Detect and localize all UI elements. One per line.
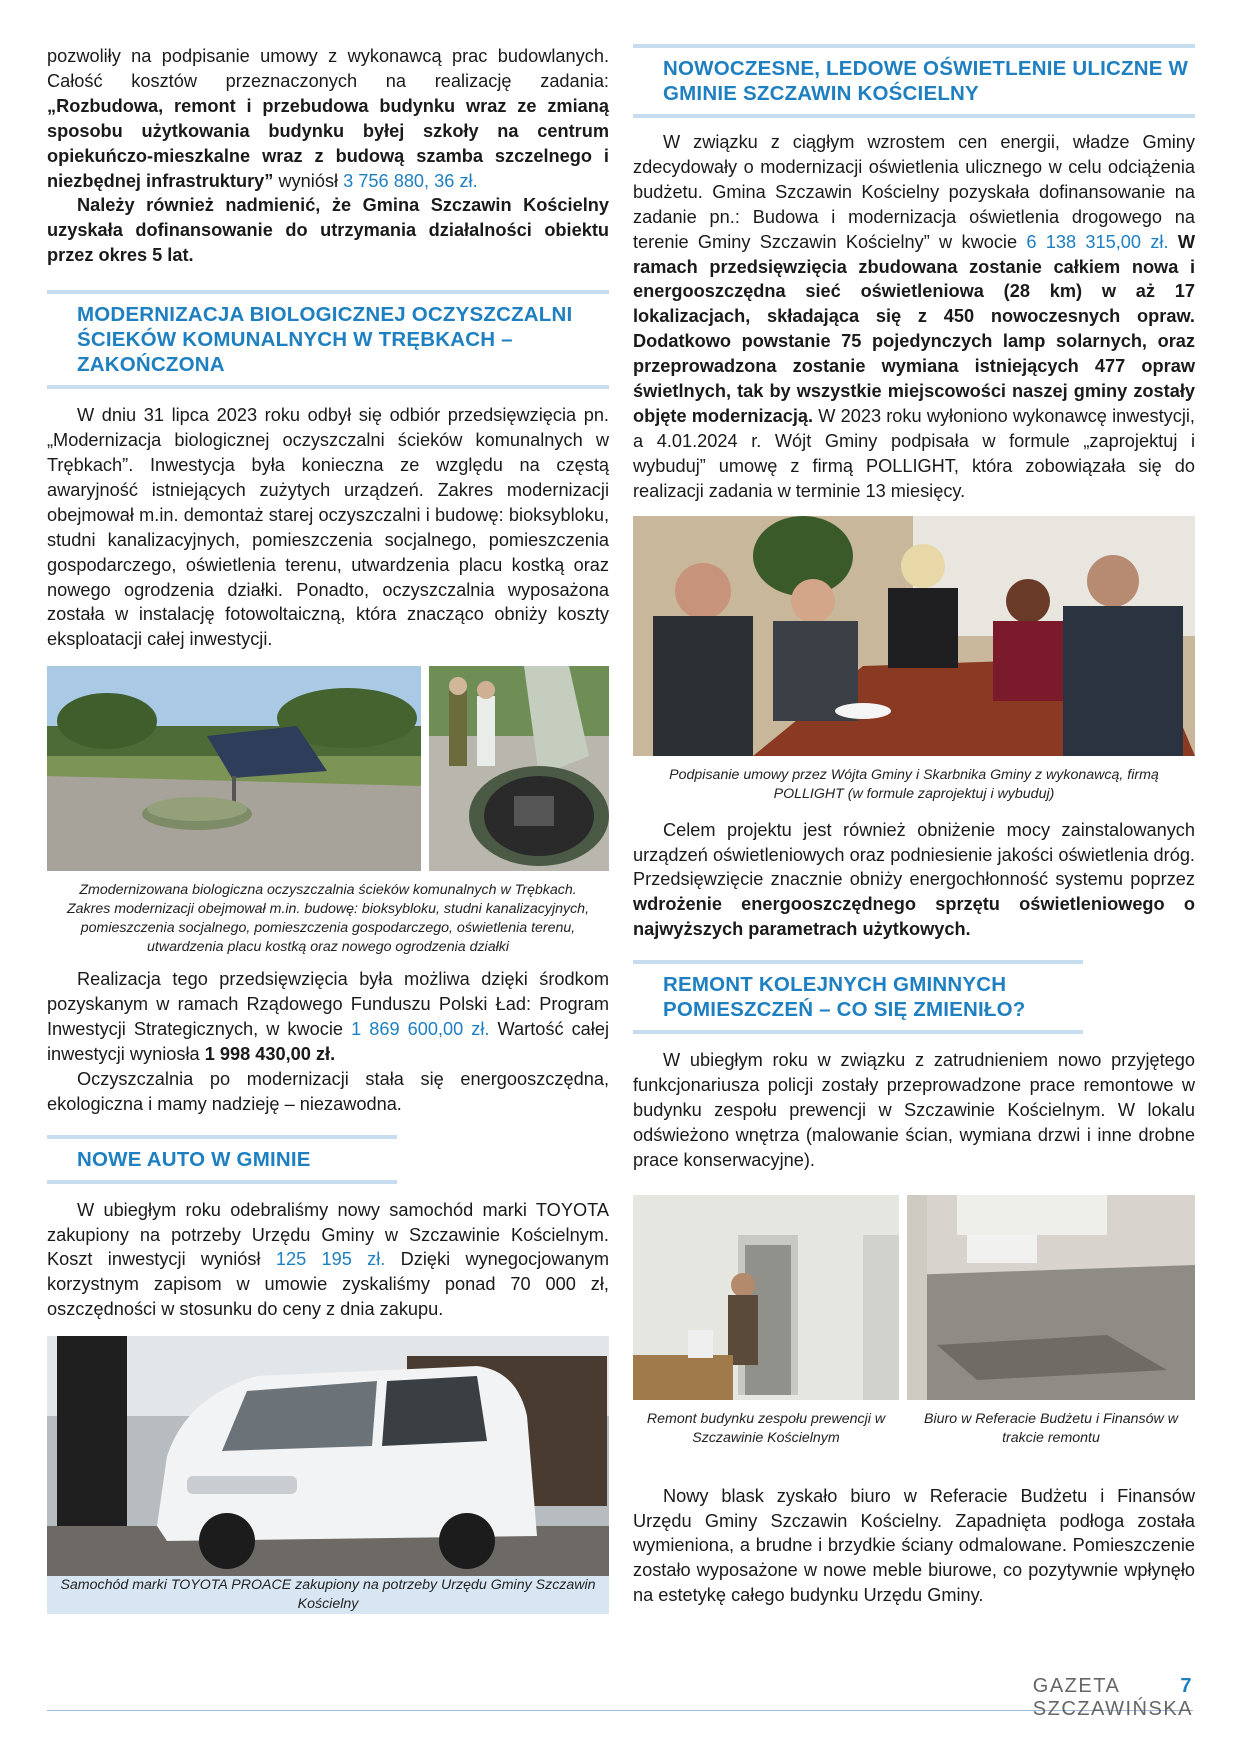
footer-text: [1032, 1675, 1193, 1720]
photo-sewage-tank: [429, 666, 609, 871]
section-header: [47, 1135, 397, 1184]
caption-lighting: Podpisanie umowy przez Wójta Gminy i Skarbnika Gminy z wykonawcą, firmą POLLIGHT (w formule zaprojektuj i wybuduj): [669, 766, 1159, 802]
section-renovation: [633, 960, 1195, 1608]
photo-sewage-plant: [47, 666, 421, 871]
caption-sewage: Zmodernizowana biologiczna oczyszczalnia ścieków komunalnych w Trębkach. Zakres modernizacji obejmował m.in. budowę: bioksybloku, studni kanalizacyjnych, pomieszczenia socjalnego, pomieszczenia gospodarczego, oświetlenia terenu, utwardzenia placu kostką oraz nowego ogrodzenia działki: [66, 882, 590, 956]
page-footer: [47, 1675, 1193, 1720]
renovation-paragraph-2: Nowy blask zyskało biuro w Referacie Budżetu i Finansów Urzędu Gminy Szczawin Kościelny. Zapadnięta podłoga została wymieniona, a brudne i brzydkie ściany odmalowane. Pomieszczenie zostało wyposażone w nowe meble biurowe, co pozytywnie wpłynęło na estetykę całego budynku Urzędu Gminy.: [633, 1485, 1195, 1606]
caption-car-block: [47, 1576, 609, 1614]
section-sewage: [47, 290, 609, 1117]
renovation-photo-right-block: [907, 1195, 1195, 1448]
photo-police-renovation: [633, 1195, 899, 1400]
lighting-paragraph-1: W związku z ciągłym wzrostem cen energii, władze Gminy zdecydowały o modernizacji oświetlenia ulicznego w celu odciążenia budżetu. Gmina Szczawin Kościelny pozyskała dofinansowanie na zadanie pn.: Budowa i modernizacja oświetlenia drogowego na terenie Gminy Szczawin Kościelny” w kwocie 6 138 315,00 zł. W ramach przedsięwzięcia zbudowana zostanie całkiem nowa i energooszczędna sieć oświetleniowa (28 km) w aż 17 lokalizacjach, składająca się z 450 nowoczesnych opraw. Dodatkowo powstanie 75 pojedynczych lamp solarnych, oraz przeprowadzona zostanie wymiana istniejących 477 opraw świetlnych, tak by wszystkie miejscowości naszej gminy zostały objęte modernizacją. W 2023 roku wyłoniono wykonawcę inwestycji, a 4.01.2024 r. Wójt Gminy podpisała w formule „zaprojektuj i wybuduj” umowę z firmą POLLIGHT, która zobowiązała się do realizacji zadania w terminie 13 miesięcy.: [633, 132, 1195, 501]
section-header: [633, 960, 1083, 1034]
lighting-paragraph-2: Celem projektu jest również obniżenie mocy zainstalowanych urządzeń oświetleniowych oraz podniesienie jakości oświetlenia dróg. Przedsięwzięcie znacznie obniży energochłonność systemu poprzez wdrożenie energooszczędnego sprzętu oświetleniowego o najwyższych parametrach użytkowych.: [633, 819, 1195, 940]
section-car: [47, 1135, 609, 1615]
sewage-photos: [47, 666, 609, 871]
intro-paragraph-2: Należy również nadmienić, że Gmina Szczawin Kościelny uzyskała dofinansowanie do utrzymania działalności obiektu przez okres 5 lat.: [47, 195, 609, 266]
section-title-sewage: MODERNIZACJA BIOLOGICZNEJ OCZYSZCZALNI ŚCIEKÓW KOMUNALNYCH W TRĘBKACH – ZAKOŃCZONA: [77, 303, 573, 377]
renovation-photos: [633, 1195, 1195, 1448]
right-column: [633, 44, 1195, 1608]
caption-renovation-left: Remont budynku zespołu prewencji w Szczawinie Kościelnym: [646, 1410, 886, 1446]
car-paragraph-1: W ubiegłym roku odebraliśmy nowy samochód marki TOYOTA zakupiony na potrzeby Urzędu Gminy w Szczawinie Kościelnym. Koszt inwestycji wyniósł 125 195 zł. Dzięki wynegocjowanym korzystnym zapisom w umowie zyskaliśmy ponad 70 000 zł, oszczędności w stosunku do ceny z dnia zakupu.: [47, 1199, 609, 1320]
sewage-paragraph-1: W dniu 31 lipca 2023 roku odbył się odbiór przedsięwzięcia pn. „Modernizacja biologicznej oczyszczalni ścieków komunalnych w Trębkach”. Inwestycja była konieczna ze względu na częstą awaryjność istniejących zużytych urządzeń. Zakres modernizacji obejmował m.in. demontaż starej oczyszczalni i budowę: bioksybloku, studni kanalizacyjnych, pomieszczenia socjalnego, pomieszczenia gospodarczego, oświetlenia terenu, utwardzenia placu kostką oraz nowego ogrodzenia działki. Ponadto, oczyszczalnia wyposażona została w instalację fotowoltaiczną, która znacząco obniży koszty eksploatacji całej inwestycji.: [47, 405, 609, 650]
intro-paragraph-1: pozwoliły na podpisanie umowy z wykonawcą prac budowlanych. Całość kosztów przeznaczonych na realizację zadania: „Rozbudowa, remont i przebudowa budynku wraz ze zmianą sposobu użytkowania budynku byłej szkoły na centrum opiekuńczo-mieszkalne wraz z budową szamba szczelnego i niezbędnej infrastruktury” wyniósł 3 756 880, 36 zł.: [47, 46, 609, 191]
sewage-paragraph-3: Oczyszczalnia po modernizacji stała się energooszczędna, ekologiczna i mamy nadzieję – niezawodna.: [47, 1068, 609, 1114]
section-title-renovation: REMONT KOLEJNYCH GMINNYCH POMIESZCZEŃ – CO SIĘ ZMIENIŁO?: [663, 973, 1026, 1022]
publication-name: GAZETA SZCZAWIŃSKA: [1032, 1675, 1193, 1720]
section-title-lighting: NOWOCZESNE, LEDOWE OŚWIETLENIE ULICZNE W GMINIE SZCZAWIN KOŚCIELNY: [663, 57, 1189, 105]
sewage-paragraph-2: Realizacja tego przedsięwzięcia była możliwa dzięki środkom pozyskanym w ramach Rządowego Funduszu Polski Ład: Program Inwestycji Strategicznych, w kwocie 1 869 600,00 zł. Wartość całej inwestycji wyniosła 1 998 430,00 zł.: [47, 969, 609, 1064]
caption-renovation-right: Biuro w Referacie Budżetu i Finansów w trakcie remontu: [924, 1410, 1178, 1446]
photo-contract-signing: [633, 516, 1195, 756]
renovation-photo-left-block: [633, 1195, 899, 1448]
renovation-paragraph-1: W ubiegłym roku w związku z zatrudnieniem nowo przyjętego funkcjonariusza policji zostały przeprowadzone prace remontowe w budynku zespołu prewencji w Szczawinie Kościelnym. W lokalu odświeżono wnętrza (malowanie ścian, wymiana drzwi i inne drobne prace konserwacyjne).: [633, 1050, 1195, 1170]
section-lighting: [633, 44, 1195, 942]
section-header: [633, 44, 1195, 118]
page-number: 7: [1180, 1675, 1193, 1697]
caption-car: Samochód marki TOYOTA PROACE zakupiony na potrzeby Urzędu Gminy Szczawin Kościelny: [60, 1577, 596, 1613]
section-title-car: NOWE AUTO W GMINIE: [77, 1147, 311, 1171]
section-header: [47, 290, 609, 389]
photo-office-renovation: [907, 1195, 1195, 1400]
left-column: [47, 44, 609, 1614]
photo-toyota-van: [47, 1336, 609, 1576]
